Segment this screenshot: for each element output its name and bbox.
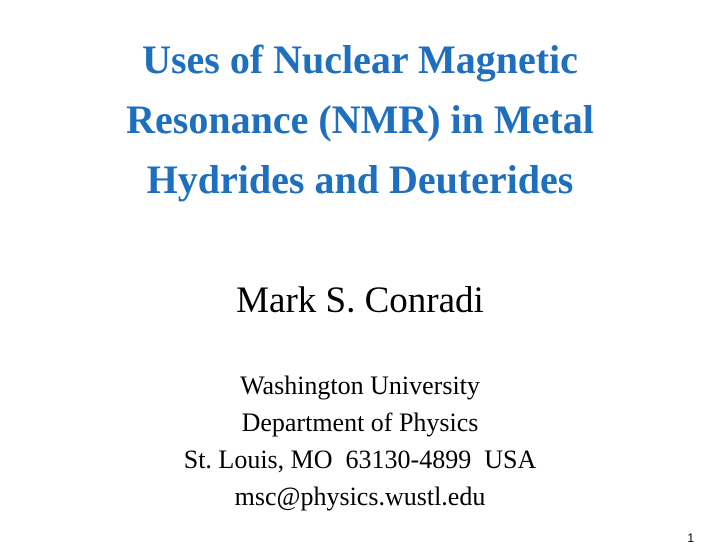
title-line-3: Hydrides and Deuterides — [146, 157, 574, 202]
page-number: 1 — [687, 531, 694, 545]
affiliation-university: Washington University — [240, 371, 480, 400]
author-name: Mark S. Conradi — [236, 280, 484, 321]
affiliation-email: msc@physics.wustl.edu — [234, 482, 486, 511]
affiliation-block — [60, 367, 660, 515]
title-line-1: Uses of Nuclear Magnetic — [142, 37, 578, 82]
affiliation-address: St. Louis, MO 63130-4899 USA — [183, 445, 537, 474]
affiliation-department: Department of Physics — [241, 408, 479, 437]
slide-title — [60, 30, 660, 210]
title-line-2: Resonance (NMR) in Metal — [126, 97, 594, 142]
